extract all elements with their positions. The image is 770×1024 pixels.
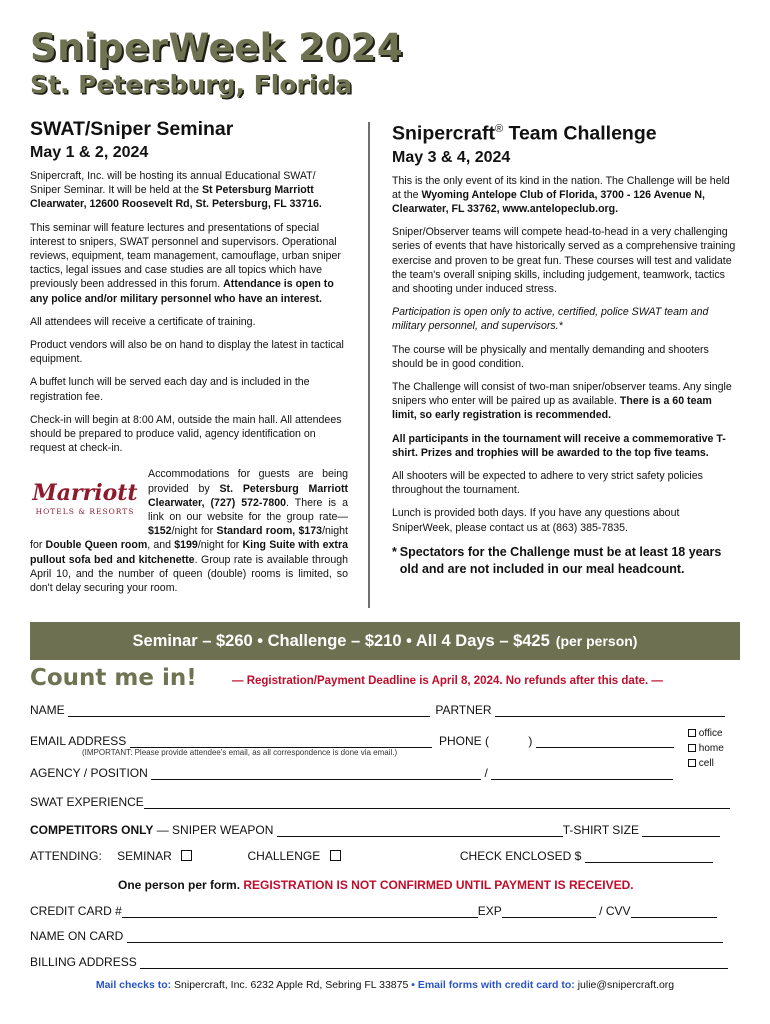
confirmation-note [118,878,634,892]
acc-part: . There is a link on our website for the group rate— [148,496,348,524]
competitors-label: COMPETITORS ONLY [30,823,154,837]
acc-part: . Group rate is available through April 10, and the number of queen (double) rooms is limited, so don't delay securing your room. [30,553,348,595]
phone-field[interactable] [536,736,674,748]
weapon-label: — SNIPER WEAPON [153,823,274,837]
phone-type-office[interactable] [688,726,724,741]
phone-type-label: office [698,728,723,739]
name-label: NAME [30,703,65,717]
challenge-heading-text-2: Team Challenge [503,122,657,145]
challenge-team-limit: There is a 60 team limit, so early registration is recommended. [392,395,712,422]
rate-standard: $152 [148,525,172,538]
page-title: SniperWeek 2024 [30,26,404,69]
marriott-logo [30,477,140,523]
name-on-card-row [30,929,723,943]
attending-row [30,849,713,863]
email-note: (IMPORTANT: Please provide attendee's email, as all correspondence is done via email.) [82,748,398,757]
attending-label: ATTENDING: [30,849,102,863]
swat-experience-row [30,795,730,809]
seminar-heading: SWAT/Sniper Seminar [30,118,234,140]
cvv-field[interactable] [631,906,717,918]
name-on-card-field[interactable] [127,931,723,943]
acc-part: Accommodations for guests are being provided by [148,468,348,495]
challenge-teams-text: The Challenge will consist of two-man sniper/observer teams. Any single snipers who enter will be paired up as available. [392,380,732,408]
acc-part: , and [147,539,175,552]
email-label: EMAIL ADDRESS [30,734,127,748]
challenge-lunch: Lunch is provided both days. If you have any questions about SniperWeek, please contact us at (863) 385-7835. [392,507,680,534]
challenge-safety: All shooters will be expected to adhere to very strict safety policies throughout the tournament. [392,469,703,497]
phone-type-cell[interactable] [688,756,724,771]
mail-address: Snipercraft, Inc. 6232 Apple Rd, Sebring FL 33875 [171,979,409,991]
rate-double: Standard room, $173 [216,525,323,538]
challenge-venue: Wyoming Antelope Club of Florida, 3700 - 126 Avenue N, Clearwater, FL 33762, www.antelopeclub.org. [392,188,705,215]
challenge-intro-text: This is the only event of its kind in the nation. The Challenge will be held at the [392,174,730,201]
swat-experience-field[interactable] [144,797,730,809]
count-me-in-heading: Count me in! [30,665,197,691]
name-field[interactable] [68,705,430,717]
pricing-text: Seminar – $260 • Challenge – $210 • All 4 Days – $425 [132,631,550,650]
acc-part: /night for [30,525,348,552]
challenge-column [392,118,737,578]
tshirt-label: T-SHIRT SIZE [562,823,639,837]
seminar-intro-text: Snipercraft, Inc. will be hosting its annual Educational SWAT/ Sniper Seminar. It will be held at the [30,170,316,197]
spectators-text: Spectators for the Challenge must be at least 18 years old and are not included in our meal headcount. [399,544,722,576]
seminar-column [30,118,348,604]
accommodations [30,467,348,595]
seminar-checkbox[interactable] [181,850,192,861]
not-confirmed-text: REGISTRATION IS NOT CONFIRMED UNTIL PAYMENT IS RECEIVED. [243,878,634,892]
billing-row [30,955,728,969]
exp-label: EXP [477,904,502,918]
name-on-card-label: NAME ON CARD [30,929,124,943]
seminar-intro [30,169,348,212]
page-subtitle: St. Petersburg, Florida [30,70,353,99]
seminar-lunch: A buffet lunch will be served each day and is included in the registration fee. [30,376,310,403]
hotel-phone: St. Petersburg Marriott Clearwater, (727) 572-7800 [148,482,348,509]
seminar-venue: St Petersburg Marriott Clearwater, 12600 Roosevelt Rd, St. Petersburg, FL 33716. [30,184,322,211]
exp-field[interactable] [502,906,596,918]
acc-part: /night for [197,539,243,552]
email-field[interactable] [130,736,432,748]
phone-label: PHONE ( [438,734,489,748]
challenge-participation: Participation is open only to active, certified, police SWAT team and military personnel, and supervisors.* [392,306,709,333]
cvv-label: / CVV [599,904,631,918]
challenge-heading-text: Snipercraft [392,122,495,145]
room-king: King Suite with extra pullout sofa bed and kitchenette [30,539,348,566]
challenge-heading [392,118,737,145]
partner-label: PARTNER [435,703,492,717]
weapon-field[interactable] [277,825,563,837]
rate-king: $199 [174,539,198,552]
seminar-dates: May 1 & 2, 2024 [30,144,149,161]
weapon-row [30,823,720,837]
seminar-topics [30,221,348,306]
agency-label: AGENCY / POSITION [30,766,148,780]
phone-close: ) [528,734,533,748]
credit-card-field[interactable] [122,906,478,918]
credit-card-row [30,904,717,918]
credit-card-label: CREDIT CARD # [30,904,122,918]
office-checkbox[interactable] [688,729,696,737]
home-checkbox[interactable] [688,744,696,752]
phone-type-home[interactable] [688,741,724,756]
cell-checkbox[interactable] [688,759,696,767]
seminar-certificate: All attendees will receive a certificate of training. [30,315,256,328]
agency-field[interactable] [151,768,481,780]
column-divider [368,122,370,608]
challenge-option-label: CHALLENGE [247,849,321,863]
room-double: Double Queen room [45,539,148,552]
challenge-intro [392,174,737,217]
check-enclosed-label: CHECK ENCLOSED $ [459,849,582,863]
billing-label: BILLING ADDRESS [30,955,137,969]
partner-field[interactable] [495,705,725,717]
seminar-topics-text: This seminar will feature lectures and presentations of special interest to snipers, SWAT personnel and supervisors. Operational reviews, equipment, team management, camouflage, urban sniper tactics, legal issues and case studies are all topics which have previously been addressed in this forum. [30,221,341,291]
phone-type-label: home [698,743,724,754]
name-row [30,703,725,717]
position-field[interactable] [491,768,673,780]
phone-type-options [688,726,724,771]
one-person-text: One person per form. [118,878,241,892]
contact-email[interactable]: julie@snipercraft.org [574,979,675,991]
check-amount-field[interactable] [585,851,713,863]
footer [0,979,770,991]
challenge-prizes: All participants in the tournament will receive a commemorative T-shirt. Prizes and trophies will be awarded to the top five teams. [392,432,726,459]
challenge-teams [392,380,737,423]
phone-type-label: cell [698,758,714,769]
challenge-dates: May 3 & 4, 2024 [392,148,511,166]
acc-part: /night for [171,525,217,538]
mail-label: Mail checks to: [95,979,172,991]
seminar-option-label: SEMINAR [117,849,172,863]
pricing-per-person: (per person) [555,633,638,649]
registered-mark: ® [494,123,504,135]
email-forms-label: Email forms with credit card to: [417,979,575,991]
challenge-physical: The course will be physically and mentally demanding and shooters should be in good condition. [392,343,709,370]
marriott-logo-text: Marriott [32,480,138,507]
pricing-banner [30,622,740,660]
agency-slash: / [484,766,488,780]
challenge-description: Sniper/Observer teams will compete head-to-head in a very challenging series of events that have historically served as a comprehensive training exercise and proven to be great fun. These courses will test and validate the team's overall sniping skills, including judgement, teamwork, tactics and shooting under induced stress. [392,226,736,295]
challenge-checkbox[interactable] [330,850,341,861]
seminar-vendors: Product vendors will also be on hand to display the latest in tactical equipment. [30,339,344,366]
seminar-eligibility: Attendance is open to any police and/or military personnel who have an interest. [30,278,334,305]
agency-row [30,766,673,780]
billing-field[interactable] [140,957,728,969]
email-row [30,734,674,748]
spectators-note [392,544,737,578]
footer-bullet: • [408,979,418,991]
spectators-star: * [392,544,397,559]
marriott-logo-subtext: HOTELS & RESORTS [35,507,135,517]
swat-experience-label: SWAT EXPERIENCE [30,795,144,809]
tshirt-field[interactable] [642,825,720,837]
seminar-checkin: Check-in will begin at 8:00 AM, outside the main hall. All attendees should be prepared to produce valid, agency identification on request at check-in. [30,413,342,455]
deadline-notice: — Registration/Payment Deadline is April 8, 2024. No refunds after this date. — [232,675,663,687]
